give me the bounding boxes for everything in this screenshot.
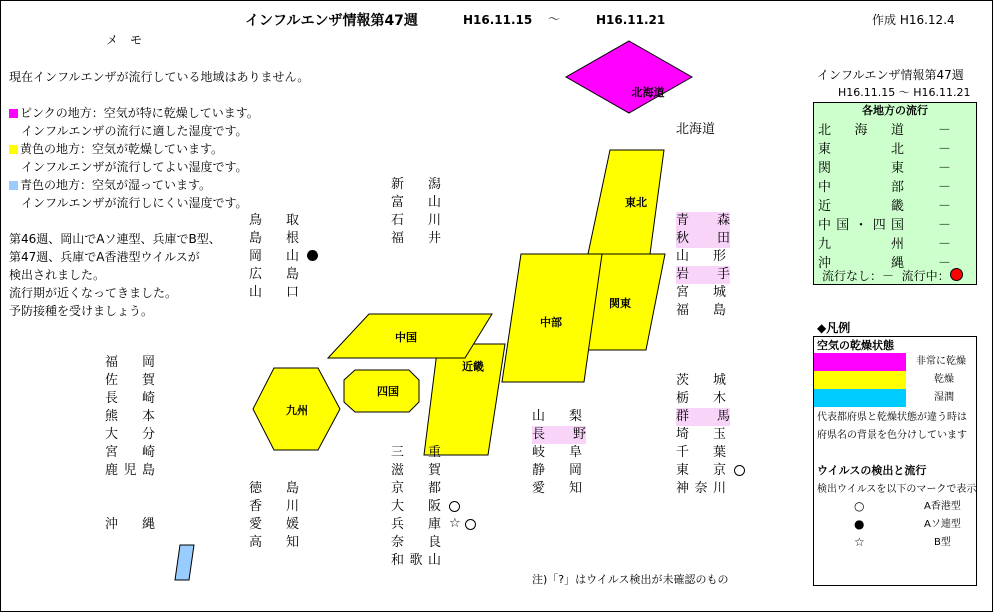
region-label: 東北 bbox=[625, 196, 647, 209]
active-red-dot-icon bbox=[950, 268, 963, 281]
memo-line: 流行期が近くなってきました。 bbox=[9, 286, 178, 300]
a-hongkong-icon: ○ bbox=[854, 499, 865, 513]
pref-osaka: 大 阪 bbox=[391, 499, 441, 514]
memo-line: インフルエンザが流行してよい湿度です。 bbox=[21, 160, 248, 174]
pref-aomori: 青 森 bbox=[676, 213, 730, 228]
panel-title: インフルエンザ情報第47週 bbox=[817, 68, 964, 82]
pref-mie: 三 重 bbox=[391, 445, 441, 460]
virus-a-hongkong-icon bbox=[465, 519, 476, 530]
pref-hokkaido: 北海道 bbox=[676, 122, 716, 137]
pref-tokyo: 東 京 bbox=[676, 463, 726, 478]
virus-label: A香港型 bbox=[924, 501, 961, 512]
virus-b-star-icon: ☆ bbox=[449, 516, 461, 531]
pref-kyoto: 京 都 bbox=[391, 481, 441, 496]
table-row: 中 国 ・ 四 国 － bbox=[818, 218, 952, 233]
virus-subtitle: 検出ウイルスを以下のマークで表示 bbox=[817, 484, 977, 495]
pref-wakayama: 和 歌 山 bbox=[391, 553, 441, 568]
swatch-very-dry bbox=[814, 353, 906, 371]
pref-saga: 佐 賀 bbox=[105, 373, 155, 388]
pref-okinawa: 沖 縄 bbox=[105, 517, 155, 532]
virus-label: Aソ連型 bbox=[924, 519, 961, 530]
memo-line: 青色の地方：空気が湿っています。 bbox=[9, 176, 211, 194]
virus-a-soviet-icon bbox=[307, 250, 318, 261]
legend-note: 府県名の背景を色分けしています bbox=[817, 430, 967, 441]
table-row: 九 州 － bbox=[818, 237, 952, 252]
memo-label: メ モ bbox=[106, 33, 143, 47]
swatch-label: 湿潤 bbox=[934, 392, 954, 403]
pref-miyagi: 宮 城 bbox=[676, 285, 726, 300]
pref-ehime: 愛 媛 bbox=[249, 517, 299, 532]
pref-yamanashi: 山 梨 bbox=[532, 409, 582, 424]
date-to: H16.11.21 bbox=[596, 13, 666, 27]
table-row: 沖 縄 － bbox=[818, 256, 952, 271]
memo-line: インフルエンザの流行に適した湿度です。 bbox=[21, 124, 248, 138]
region-okinawa[interactable] bbox=[175, 545, 194, 580]
region-label: 中部 bbox=[540, 316, 562, 329]
swatch-label: 乾燥 bbox=[934, 374, 954, 385]
virus-label: B型 bbox=[934, 537, 951, 548]
table-row: 東 北 － bbox=[818, 142, 952, 157]
pref-chiba: 千 葉 bbox=[676, 445, 726, 460]
virus-a-hongkong-icon bbox=[734, 465, 745, 476]
pref-gifu: 岐 阜 bbox=[532, 445, 582, 460]
pref-aichi: 愛 知 bbox=[532, 481, 582, 496]
pref-niigata: 新 潟 bbox=[391, 177, 441, 192]
pref-nara: 奈 良 bbox=[391, 535, 441, 550]
pref-ishikawa: 石 川 bbox=[391, 213, 441, 228]
memo-line: 第46週、岡山でAソ連型、兵庫でB型、 bbox=[9, 232, 221, 246]
table-header: 各地方の流行 bbox=[862, 104, 928, 117]
region-label: 中国 bbox=[395, 331, 417, 344]
pref-shimane: 島 根 bbox=[249, 231, 299, 246]
region-label: 九州 bbox=[286, 404, 308, 417]
pref-fukuoka: 福 岡 bbox=[105, 355, 155, 370]
region-label: 近畿 bbox=[462, 360, 484, 373]
pref-shizuoka: 静 岡 bbox=[532, 463, 582, 478]
pref-miyazaki: 宮 崎 bbox=[105, 445, 155, 460]
memo-line: 現在インフルエンザが流行している地域はありません。 bbox=[9, 70, 310, 84]
pref-tottori: 鳥 取 bbox=[249, 213, 299, 228]
swatch-humid bbox=[814, 389, 906, 407]
region-hokkaido[interactable] bbox=[566, 41, 692, 113]
region-label: 関東 bbox=[609, 297, 631, 310]
legend-title: ◆凡例 bbox=[817, 321, 851, 335]
region-label: 四国 bbox=[377, 385, 399, 398]
a-soviet-icon: ● bbox=[854, 517, 865, 531]
pref-kagoshima: 鹿 児 島 bbox=[105, 463, 155, 478]
pref-hyogo: 兵 庫 bbox=[391, 517, 441, 532]
map-note: 注)「?」はウイルス検出が未確認のもの bbox=[532, 573, 729, 586]
date-from: H16.11.15 bbox=[463, 13, 533, 27]
pref-kochi: 高 知 bbox=[249, 535, 299, 550]
swatch-label: 非常に乾燥 bbox=[916, 356, 966, 367]
memo-line: ピンクの地方：空気が特に乾燥しています。 bbox=[9, 104, 259, 122]
pref-gunma: 群 馬 bbox=[676, 409, 730, 424]
legend-box bbox=[813, 336, 977, 586]
pref-fukui: 福 井 bbox=[391, 231, 441, 246]
virus-title: ウイルスの検出と流行 bbox=[817, 464, 927, 477]
memo-line: 第47週、兵庫でA香港型ウイルスが bbox=[9, 250, 200, 264]
memo-line: 予防接種を受けましょう。 bbox=[9, 304, 154, 318]
page-title: インフルエンザ情報第47週 bbox=[245, 13, 418, 29]
memo-line: インフルエンザが流行しにくい湿度です。 bbox=[21, 196, 248, 210]
pref-tochigi: 栃 木 bbox=[676, 391, 726, 406]
b-type-star-icon: ☆ bbox=[854, 535, 865, 549]
pref-tokushima: 徳 島 bbox=[249, 481, 299, 496]
region-status-table bbox=[813, 102, 977, 285]
table-row: 近 畿 － bbox=[818, 199, 952, 214]
pref-kumamoto: 熊 本 bbox=[105, 409, 155, 424]
swatch-dry bbox=[814, 371, 906, 389]
pref-ibaraki: 茨 城 bbox=[676, 373, 726, 388]
memo-line: 黄色の地方：空気が乾燥しています。 bbox=[9, 140, 223, 158]
table-footer: 流行なし：－ 流行中： bbox=[822, 267, 963, 285]
pref-akita: 秋 田 bbox=[676, 231, 730, 246]
table-row: 関 東 － bbox=[818, 161, 952, 176]
dryness-title: 空気の乾燥状態 bbox=[817, 339, 894, 352]
pref-hiroshima: 広 島 bbox=[249, 267, 299, 282]
pref-toyama: 富 山 bbox=[391, 195, 441, 210]
panel-dates: H16.11.15 ～ H16.11.21 bbox=[838, 86, 971, 99]
pref-nagasaki: 長 崎 bbox=[105, 391, 155, 406]
legend-note: 代表都府県と乾燥状態が違う時は bbox=[817, 412, 967, 423]
pref-nagano: 長 野 bbox=[532, 427, 586, 442]
pref-yamaguchi: 山 口 bbox=[249, 285, 299, 300]
pref-fukushima: 福 島 bbox=[676, 303, 726, 318]
memo-line: 検出されました。 bbox=[9, 268, 106, 282]
date-tilde: ～ bbox=[548, 12, 561, 26]
created-date: 作成 H16.12.4 bbox=[872, 13, 955, 27]
virus-a-hongkong-icon bbox=[449, 501, 460, 512]
pref-oita: 大 分 bbox=[105, 427, 155, 442]
pref-kanagawa: 神 奈 川 bbox=[676, 481, 726, 496]
table-row: 中 部 － bbox=[818, 180, 952, 195]
pref-shiga: 滋 賀 bbox=[391, 463, 441, 478]
table-row: 北 海 道 － bbox=[818, 123, 952, 138]
pref-okayama: 岡 山 bbox=[249, 249, 299, 264]
pref-iwate: 岩 手 bbox=[676, 267, 730, 282]
region-label: 北海道 bbox=[631, 86, 665, 99]
pref-kagawa: 香 川 bbox=[249, 499, 299, 514]
pref-saitama: 埼 玉 bbox=[676, 427, 726, 442]
pref-yamagata: 山 形 bbox=[676, 249, 726, 264]
